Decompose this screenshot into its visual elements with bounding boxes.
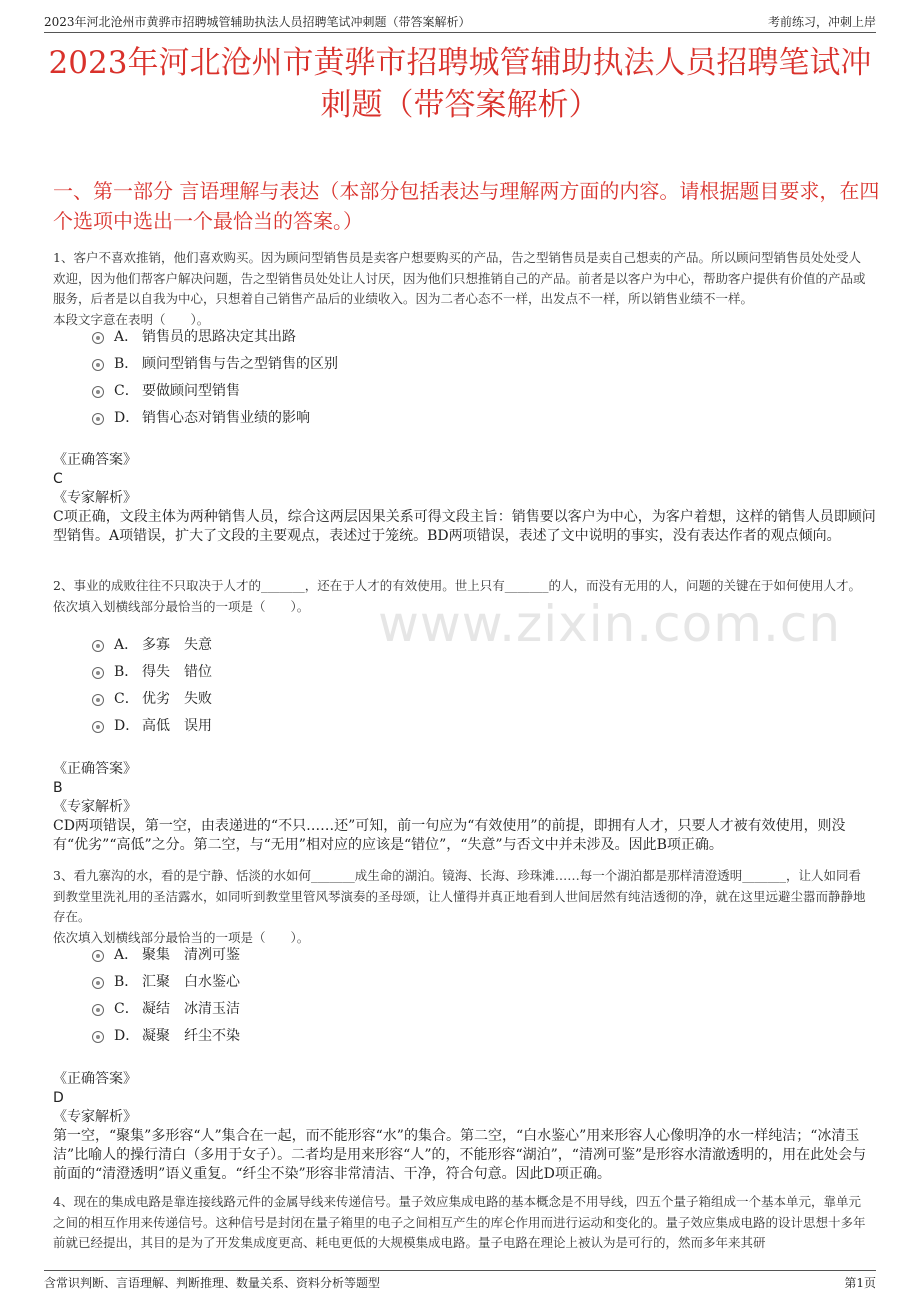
question-2-options bbox=[92, 632, 492, 740]
analysis-label: 《专家解析》 bbox=[53, 1109, 137, 1125]
question-4 bbox=[53, 1192, 868, 1254]
question-stem: 2、事业的成败往往不只取决于人才的_______，还在于人才的有效使用。世上只有_______的人，而没有无用的人，问题的关键在于如何使用人才。 bbox=[53, 578, 861, 593]
header-left-text: 2023年河北沧州市黄骅市招聘城管辅助执法人员招聘笔试冲刺题（带答案解析） bbox=[44, 15, 471, 29]
option-b[interactable]: B． 汇聚 白水鉴心 bbox=[92, 969, 492, 996]
option-c[interactable]: C． 优劣 失败 bbox=[92, 686, 492, 713]
option-d[interactable]: D． 凝聚 纤尘不染 bbox=[92, 1023, 492, 1050]
page-footer bbox=[44, 1270, 876, 1291]
radio-icon[interactable] bbox=[92, 359, 104, 371]
radio-icon[interactable] bbox=[92, 413, 104, 425]
answer-label: 《正确答案》 bbox=[53, 1071, 137, 1087]
analysis-text: C项正确，文段主体为两种销售人员，综合这两层因果关系可得文段主旨：销售要以客户为中心，为客户着想，这样的销售人员即顾问型销售。A项错误，扩大了文段的主要观点，表述过于笼统。BD两项错误，表述了文中说明的事实，没有表达作者的观点倾向。 bbox=[53, 509, 876, 544]
radio-icon[interactable] bbox=[92, 1031, 104, 1043]
analysis-label: 《专家解析》 bbox=[53, 799, 137, 815]
watermark: www.zixin.com.cn bbox=[378, 595, 842, 653]
question-2 bbox=[53, 576, 868, 617]
answer-value: C bbox=[53, 471, 63, 487]
option-d[interactable]: D． 销售心态对销售业绩的影响 bbox=[92, 405, 492, 432]
question-prompt: 本段文字意在表明（ ）。 bbox=[53, 311, 210, 327]
footer-left-text: 含常识判断、言语理解、判断推理、数量关系、资料分析等题型 bbox=[44, 1276, 381, 1290]
answer-value: B bbox=[53, 780, 63, 796]
question-1-options bbox=[92, 324, 492, 432]
section-heading: 一、第一部分 言语理解与表达（本部分包括表达与理解两方面的内容。请根据题目要求，在四个选项中选出一个最恰当的答案。） bbox=[53, 179, 880, 233]
radio-icon[interactable] bbox=[92, 950, 104, 962]
answer-label: 《正确答案》 bbox=[53, 452, 137, 468]
option-a[interactable]: A． 聚集 清冽可鉴 bbox=[92, 942, 492, 969]
question-stem: 3、看九寨沟的水，看的是宁静、恬淡的水如何_______成生命的湖泊。镜海、长海、珍珠滩……每一个湖泊都是那样清澄透明_______，让人如同看到教堂里洗礼用的圣洁露水，如同听到教堂里管风琴演奏的圣母颂，让人懂得并真正地看到人世间居然有纯洁透彻的净，就在这里远避尘嚣而静静地存在。 bbox=[53, 868, 866, 924]
question-2-answer bbox=[53, 760, 876, 855]
option-a[interactable]: A． 销售员的思路决定其出路 bbox=[92, 324, 492, 351]
option-d[interactable]: D． 高低 误用 bbox=[92, 713, 492, 740]
radio-icon[interactable] bbox=[92, 667, 104, 679]
question-3-options bbox=[92, 942, 492, 1050]
answer-value: D bbox=[53, 1090, 64, 1106]
radio-icon[interactable] bbox=[92, 1004, 104, 1016]
radio-icon[interactable] bbox=[92, 694, 104, 706]
radio-icon[interactable] bbox=[92, 640, 104, 652]
analysis-text: CD两项错误，第一空，由表递进的“不只……还”可知，前一句应为“有效使用”的前提，即拥有人才，只要人才被有效使用，则没有“优劣”“高低”之分。第二空，与“无用”相对应的应该是“错位”，“失意”与否文中并未涉及。因此B项正确。 bbox=[53, 818, 846, 853]
option-b[interactable]: B． 得失 错位 bbox=[92, 659, 492, 686]
radio-icon[interactable] bbox=[92, 977, 104, 989]
header-right-text: 考前练习，冲刺上岸 bbox=[767, 15, 876, 29]
option-a[interactable]: A． 多寡 失意 bbox=[92, 632, 492, 659]
radio-icon[interactable] bbox=[92, 386, 104, 398]
analysis-text: 第一空，“聚集”多形容“人”集合在一起，而不能形容“水”的集合。第二空，“白水鉴心”用来形容人心像明净的水一样纯洁；“冰清玉洁”比喻人的操行清白（多用于女子）。二者均是用来形容“人”的，不能形容“湖泊”，“清冽可鉴”是形容水清澈透明的，用在此处会与前面的“清澄透明”语义重复。“纤尘不染”形容非常清洁、干净，符合句意。因此D项正确。 bbox=[53, 1128, 867, 1182]
option-b[interactable]: B． 顾问型销售与告之型销售的区别 bbox=[92, 351, 492, 378]
page-header bbox=[44, 10, 876, 33]
question-1-answer bbox=[53, 451, 876, 546]
radio-icon[interactable] bbox=[92, 721, 104, 733]
option-c[interactable]: C． 凝结 冰清玉洁 bbox=[92, 996, 492, 1023]
question-stem: 1、客户不喜欢推销，他们喜欢购买。因为顾问型销售员是卖客户想要购买的产品，告之型销售员是卖自己想卖的产品。所以顾问型销售员处处受人欢迎，因为他们帮客户解决问题，告之型销售员处处让人讨厌，因为他们只想推销自己的产品。前者是以客户为中心，帮助客户提供有价值的产品或服务，后者是以自我为中心，只想着自己销售产品后的业绩收入。因为二者心态不一样，出发点不一样，所以销售业绩不一样。 bbox=[53, 250, 866, 306]
question-3 bbox=[53, 866, 868, 948]
document-title: 2023年河北沧州市黄骅市招聘城管辅助执法人员招聘笔试冲刺题（带答案解析） bbox=[48, 45, 872, 123]
question-3-answer bbox=[53, 1070, 876, 1184]
option-c[interactable]: C． 要做顾问型销售 bbox=[92, 378, 492, 405]
question-prompt: 依次填入划横线部分最恰当的一项是（ ）。 bbox=[53, 929, 310, 945]
radio-icon[interactable] bbox=[92, 332, 104, 344]
question-1 bbox=[53, 248, 868, 330]
analysis-label: 《专家解析》 bbox=[53, 490, 137, 506]
answer-label: 《正确答案》 bbox=[53, 761, 137, 777]
question-stem: 4、现在的集成电路是靠连接线路元件的金属导线来传递信号。量子效应集成电路的基本概念是不用导线，四五个量子箱组成一个基本单元，靠单元之间的相互作用来传递信号。这种信号是封闭在量子箱里的电子之间相互产生的库仑作用而进行运动和变化的。量子效应集成电路的设计思想十多年前就已经提出，其目的是为了开发集成度更高、耗电更低的大规模集成电路。量子电路在理论上被认为是可行的，然而多年来其研 bbox=[53, 1194, 866, 1250]
question-prompt: 依次填入划横线部分最恰当的一项是（ ）。 bbox=[53, 598, 310, 614]
page-number: 第1页 bbox=[844, 1276, 876, 1290]
